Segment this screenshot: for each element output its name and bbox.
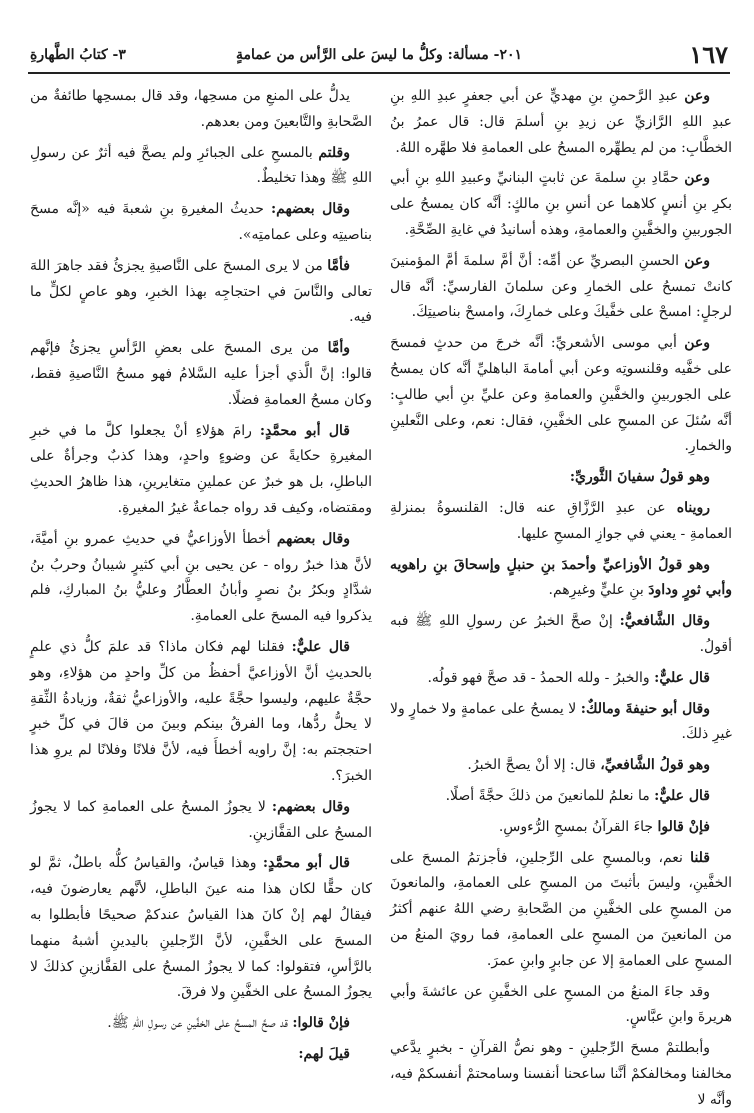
paragraph-text: ما نعلمُ للمانعينَ من ذلكَ حجَّةً أصلًا. [445, 787, 655, 804]
paragraph [30, 254, 372, 331]
paragraph-text: والخبرُ - ولله الحمدُ - قد صحَّ فهو قولُه. [427, 669, 655, 686]
paragraph [390, 249, 732, 326]
paragraph-lead: وعن [684, 170, 710, 187]
paragraph-lead: وهو قولُ سفيانَ الثَّوريِّ: [569, 469, 710, 486]
paragraph-text: فقلنا لهم فكان ماذا؟ قد علمَ كلُّ ذي علمٍ بالحديثِ أنَّ الأوزاعيَّ أحفظُ من كلِّ واحدٍ من هؤلاءِ، وهو حجَّةٌ عليهم، وليسوا حجَّةً عليه، والأوزاعيُّ ثقةٌ، وزيادةُ الثِّقةِ لا يحلُّ ردُّها، وما الفرقُ بينكم وبينَ من قالَ في كلِّ خبرٍ احتججتم به: إنَّ راويه أخطأَ فيه، لأنَّ فلانًا وفلانًا لم يروِ هذا الخبرَ؟. [30, 638, 372, 784]
paragraph [390, 331, 732, 460]
paragraph-lead: وعن [684, 335, 710, 352]
paragraph [390, 666, 732, 692]
paragraph-lead: قيلَ لهم: [298, 1045, 350, 1062]
paragraph-text: عن عبدِ الرَّزَّاقِ عنه قال: القلنسوةُ بمنزلةِ العمامةِ - يعني في جوازِ المسحِ عليها. [390, 499, 732, 542]
paragraph-text: عبدِ الرَّحمنِ بنِ مهديٍّ عن أبي جعفرٍ عبدِ اللهِ بنِ عبدِ اللهِ الرَّازيِّ عن زيدِ بنِ أسلمَ قال: قال عمرُ بنُ الخطَّابِ: من لم يطهِّره المسحُ على العمامةِ فلا طهَّره اللهُ. [390, 88, 732, 156]
paragraph [390, 753, 732, 779]
paragraph-text: جاءَ القرآنُ بمسحِ الرُّءوسِ. [498, 818, 658, 835]
paragraph [390, 980, 732, 1032]
paragraph-lead: وأمَّا [327, 340, 350, 357]
paragraph-lead: فأمَّا [327, 257, 350, 274]
paragraph-lead: قال أبو محمَّدٍ: [259, 422, 350, 439]
paragraph [30, 84, 372, 136]
paragraph [30, 419, 372, 522]
paragraph-text: وقد جاءَ المنعُ من المسحِ على الخفَّينِ عن عائشةَ وأبي هريرةَ وابنِ عبَّاسٍ. [390, 983, 732, 1026]
paragraph [30, 635, 372, 790]
paragraph [390, 784, 732, 810]
paragraph [30, 527, 372, 630]
paragraph [30, 795, 372, 847]
paragraph-lead: فإنْ قالوا [657, 818, 710, 835]
paragraph-lead: قال أبو محمَّدٍ: [262, 855, 350, 872]
paragraph-lead: وقال أبو حنيفةَ ومالكٌ: [580, 700, 710, 717]
paragraph [390, 697, 732, 749]
paragraph-text: بالمسحِ على الجبائرِ ولم يصحَّ فيه أثرٌ عن رسولِ اللهِ ﷺ وهذا تخليطٌ. [30, 144, 372, 187]
paragraph-lead: وهو قولُ الأوزاعيِّ وأحمدَ بنِ حنبلٍ وإسحاقَ بنِ راهويه وأبي ثورٍ وداودَ [390, 556, 732, 599]
paragraph [30, 141, 372, 193]
paragraph-text: وأبطلتمْ مسحَ الرِّجلينِ - وهو نصُّ القرآنِ - بخبرٍ يدَّعي مخالفنا ومخالفكمْ أنَّنا ساعحنا أنفسنا وسامحتمْ أنفسكمْ فيه، وأنَّه لا [390, 1040, 732, 1108]
paragraph-lead: وعن [684, 252, 710, 269]
paragraph-lead: وقال بعضهم [276, 530, 351, 547]
paragraph-lead: رويناه [676, 499, 710, 516]
paragraph-lead: وعن [684, 88, 710, 104]
paragraph-lead: قال عليٌّ: [291, 638, 350, 655]
paragraph-text: حمَّادِ بنِ سلمةَ عن ثابتٍ البنانيِّ وعبيدِ اللهِ بنِ أبي بكرِ بنِ أنسٍ كلاهما عن أنسِ بنِ مالكٍ: أنَّه كان يمسحُ على الجوربينِ والخفَّينِ والعمامةِ، وهذه أسانيدُ في غايةِ الصِّحَّةِ. [390, 170, 732, 238]
book-title: ٣- كتابُ الطَّهارةِ [30, 47, 126, 63]
paragraph-text: لا يمسحُ على عمامةٍ ولا خمارٍ ولا غيرِ ذلكَ. [390, 700, 732, 743]
paragraph-text: لا يجوزُ المسحُ على العمامةِ كما لا يجوزُ المسحُ على القفَّازينِ. [30, 798, 372, 841]
paragraph-lead: فإنْ قالوا: [292, 1015, 350, 1032]
paragraph-lead: وقلتم [318, 144, 350, 161]
paragraph [30, 336, 372, 413]
paragraph [390, 465, 732, 491]
paragraph-text: قد صحَّ المسحُ على الخفَّينِ عن رسولِ اللهِ ﷺ. [107, 1015, 293, 1032]
paragraph [390, 84, 732, 161]
paragraph [390, 496, 732, 548]
page-number: ١٦٧ [689, 40, 728, 69]
paragraph-text: قال: إلا أنْ يصحَّ الخبرُ. [467, 757, 601, 774]
left-text-column [30, 84, 372, 1084]
paragraph [30, 197, 372, 249]
section-title: ٢٠١- مسألة: وكلُّ ما ليسَ على الرَّأس من عمامةٍ [235, 47, 523, 63]
paragraph [390, 846, 732, 975]
paragraph-lead: وقال الشَّافعيُّ: [619, 613, 710, 630]
paragraph-text: أخطأ الأوزاعيُّ في حديثِ عمرو بنِ أميَّةَ، لأنَّ هذا خبرٌ رواه - عن يحيى بنِ أبي كثيرٍ شيبانُ وحربُ بنُ شدَّادٍ وبكرُ بنُ نصرٍ وأبانُ العطَّارُ وعليُّ بنُ المباركِ، فلم يذكروا فيه المسحَ على العمامةِ. [30, 530, 372, 625]
page-header [28, 38, 730, 74]
paragraph-lead: قال عليٌّ: [654, 787, 710, 804]
paragraph-text: أبي موسى الأشعريِّ: أنَّه خرجَ من حدثٍ فمسحَ على خفَّيه وقلنسوتِه وعن أبي أمامةَ الباهليِّ أنَّه كان يمسحُ على الجوربينِ والخفَّينِ والعمامةِ وعن عليِّ بنِ أبي طالبٍ: أنَّه سُئلَ عن المسحِ على الخفَّينِ، فقال: نعم، وعلى النَّعلينِ والخمارِ. [390, 335, 732, 455]
paragraph-text: رامَ هؤلاءِ أنْ يجعلوا كلَّ ما في خبرِ المغيرةِ حكايةً عن وضوءٍ واحدٍ، وهذا كذبٌ وجرأةٌ على الباطلِ، بل هو خبرٌ عن عملينِ متغايرينِ، هذا ظاهرُ الحديثِ ومقتضاه، وكيف قد رواه جماعةٌ غيرُ المغيرةِ. [30, 422, 372, 516]
paragraph [30, 851, 372, 1006]
paragraph-lead: قلنا [690, 849, 710, 866]
paragraph-text: يدلُّ على المنعِ من مسحِها، وقد قال بمسحِها طائفةٌ من الصَّحابةِ والتَّابعينَ ومن بعدهم. [30, 88, 372, 130]
paragraph [390, 609, 732, 661]
paragraph [390, 1036, 732, 1113]
paragraph-lead: وقال بعضهم: [270, 201, 350, 218]
paragraph [30, 1042, 372, 1068]
paragraph-text: نعم، وبالمسحِ على الرِّجلينِ، فأجزتمُ المسحَ على الخفَّينِ، وليسَ بأثبتَ من المسحِ على العمامةِ، والمانعونَ من المسحِ على الخفَّينِ من الصَّحابةِ رضي اللهُ عنهم أكثرُ من المانعينَ من المسحِ على العمامةِ، فما رويَ المنعُ من المسحِ على العمامةِ إلا عن جابرٍ وابنِ عمرَ. [390, 849, 732, 969]
right-text-column [390, 84, 732, 1108]
paragraph [30, 1011, 372, 1037]
paragraph-lead: وهو قولُ الشَّافعيِّ، [600, 757, 710, 774]
paragraph [390, 553, 732, 605]
paragraph-text: حديثُ المغيرةِ بنِ شعبةَ فيه «إنَّه مسحَ بناصيتِه وعلى عمامتِه». [30, 201, 372, 243]
paragraph-text: بنِ عليٍّ وغيرِهم. [548, 582, 649, 599]
paragraph [390, 815, 732, 841]
paragraph-text: إنْ صحَّ الخبرُ عن رسولِ اللهِ ﷺ فبه أقولُ. [390, 613, 732, 655]
paragraph-text: من لا يرى المسحَ على النَّاصيةِ يجزئُ فقد جاهرَ اللهَ تعالى والنَّاسَ في احتجاجِه بهذا الخبرِ، وهو عاصٍ لكلٍّ ما فيه. [30, 257, 372, 326]
paragraph-lead: قال عليٌّ: [654, 669, 710, 686]
paragraph-lead: وقال بعضهم: [271, 798, 350, 815]
paragraph-text: الحسنِ البصريِّ عن أمِّه: أنَّ أمَّ سلمةَ أمَّ المؤمنينَ كانتْ تمسحُ على الخمارِ وعن سلمانَ الفارسيِّ: أنَّه قال لرجلٍ: امسحْ على خفَّيكَ وعلى خمارِكَ، وامسحْ بناصيتِكَ. [390, 252, 732, 321]
paragraph [390, 166, 732, 243]
paragraph-text: من يرى المسحَ على بعضِ الرَّأسِ يجزئُ فإنَّهم قالوا: إنَّ الَّذي أجزأ عليه السَّلامُ فهو مسحُ النَّاصيةِ فقط، وكان مسحُ العمامةِ فضلًا. [30, 340, 372, 408]
paragraph-text: وهذا قياسٌ، والقياسُ كلُّه باطلٌ، ثمَّ لو كان حقًّا لكان هذا منه عينَ الباطلِ، لأنَّهم يعارضونَ فيه، فيقالُ لهم إنْ كانَ هذا القياسُ عندكمْ صحيحًا فأبطلوا به المسحَ على الخفَّينِ، لأنَّ الرِّجلينِ باليدينِ أشبهُ منهما بالرَّأسِ، فتقولوا: كما لا يجوزُ المسحُ على القفَّازينِ كذلكَ لا يجوزُ المسحُ على الخفَّينِ ولا فرقَ. [30, 855, 372, 1001]
